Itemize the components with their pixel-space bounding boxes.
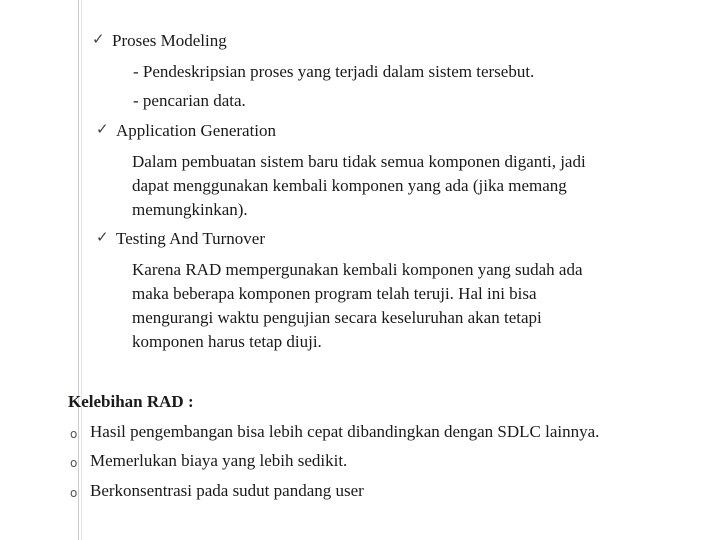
check-icon: ✓: [96, 228, 109, 246]
section-title-application-generation: Application Generation: [116, 121, 277, 140]
section-line: Karena RAD mempergunakan kembali komponen yang sudah ada: [132, 260, 583, 279]
section-line: memungkinkan).: [132, 200, 248, 219]
section-line: dapat menggunakan kembali komponen yang ada (jika memang: [132, 176, 567, 195]
check-icon: ✓: [96, 120, 109, 138]
advantage-item: Berkonsentrasi pada sudut pandang user: [90, 481, 364, 500]
section-line: komponen harus tetap diuji.: [132, 332, 322, 351]
section-line: - Pendeskripsian proses yang terjadi dalam sistem tersebut.: [133, 62, 535, 81]
circle-bullet-icon: o: [70, 486, 78, 500]
section-line: maka beberapa komponen program telah teruji. Hal ini bisa: [132, 284, 537, 303]
advantage-item: Memerlukan biaya yang lebih sedikit.: [90, 451, 348, 470]
section-title-proses-modeling: Proses Modeling: [112, 31, 227, 50]
decorative-vertical-line-secondary: [81, 0, 82, 540]
circle-bullet-icon: o: [70, 427, 78, 441]
section-title-testing-and-turnover: Testing And Turnover: [116, 229, 265, 248]
section-line: Dalam pembuatan sistem baru tidak semua komponen diganti, jadi: [132, 152, 586, 171]
circle-bullet-icon: o: [70, 456, 78, 470]
advantages-heading: Kelebihan RAD :: [68, 392, 194, 411]
section-line: - pencarian data.: [133, 91, 246, 110]
decorative-vertical-line: [78, 0, 79, 540]
section-line: mengurangi waktu pengujian secara keseluruhan akan tetapi: [132, 308, 542, 327]
check-icon: ✓: [92, 30, 105, 48]
advantage-item: Hasil pengembangan bisa lebih cepat dibandingkan dengan SDLC lainnya.: [90, 422, 600, 441]
